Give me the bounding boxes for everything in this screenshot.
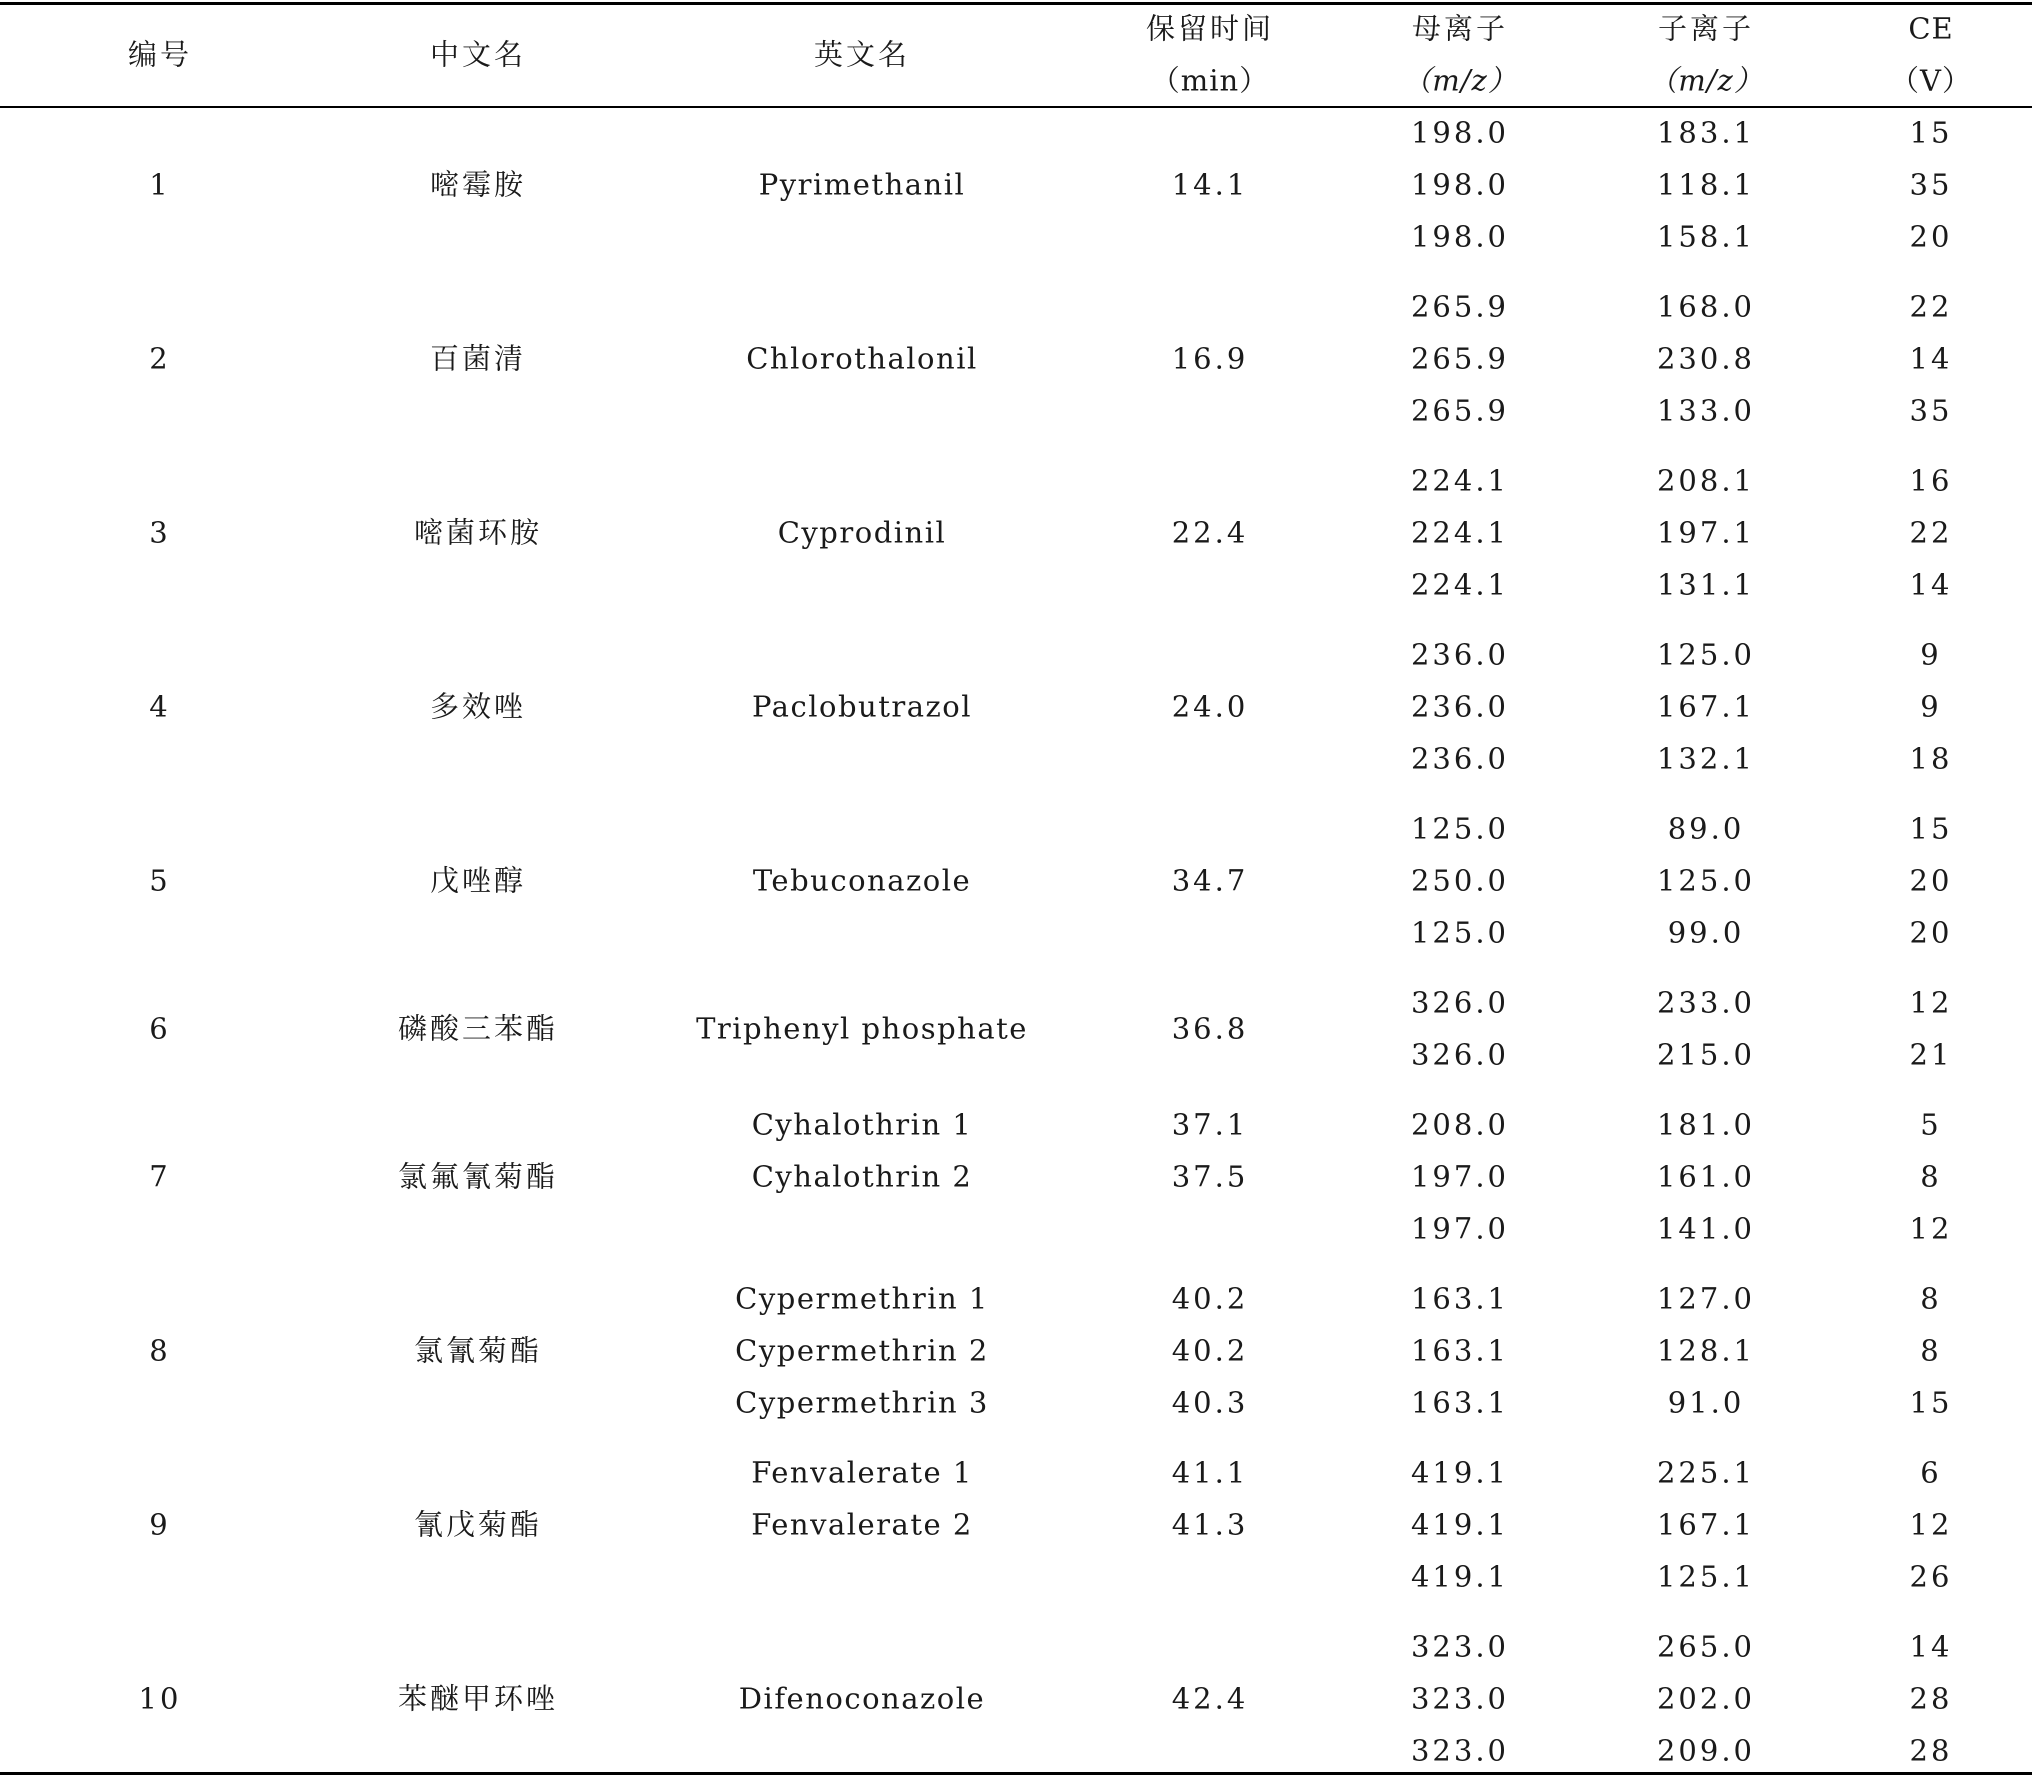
- parent-ion-mz: 323.0: [1410, 1629, 1510, 1664]
- retention-time: 40.2: [1171, 1333, 1249, 1368]
- parent-ion-mz: 197.0: [1410, 1159, 1510, 1194]
- header-product-ion-unit: （m/z）: [1648, 63, 1764, 98]
- parent-ion-mz: 419.1: [1410, 1559, 1510, 1594]
- collision-energy: 26: [1909, 1559, 1953, 1594]
- collision-energy: 12: [1909, 1507, 1953, 1542]
- header-product-ion: 子离子: [1657, 11, 1755, 46]
- compound-english-name: Tebuconazole: [752, 863, 972, 898]
- collision-energy: 14: [1909, 567, 1953, 602]
- parent-ion-mz: 198.0: [1410, 219, 1510, 254]
- parent-ion-mz: 326.0: [1410, 985, 1510, 1020]
- compound-number: 10: [138, 1681, 182, 1716]
- product-ion-mz: 118.1: [1656, 167, 1756, 202]
- retention-time: 22.4: [1171, 515, 1249, 550]
- header-parent-ion-unit: （m/z）: [1402, 63, 1518, 98]
- retention-time: 14.1: [1171, 167, 1249, 202]
- table-top-rule: [0, 2, 2032, 5]
- compound-chinese-name: 氰戊菊酯: [413, 1507, 543, 1542]
- compound-number: 5: [149, 863, 171, 898]
- retention-time: 24.0: [1171, 689, 1249, 724]
- collision-energy: 14: [1909, 1629, 1953, 1664]
- compound-number: 4: [149, 689, 171, 724]
- retention-time: 40.2: [1171, 1281, 1249, 1316]
- parent-ion-mz: 265.9: [1410, 393, 1510, 428]
- compound-english-name: Fenvalerate 2: [751, 1507, 973, 1542]
- product-ion-mz: 202.0: [1656, 1681, 1756, 1716]
- header-parent-ion: 母离子: [1411, 11, 1509, 46]
- table-header-rule: [0, 106, 2032, 108]
- retention-time: 40.3: [1171, 1385, 1249, 1420]
- collision-energy: 15: [1909, 1385, 1953, 1420]
- compound-chinese-name: 多效唑: [429, 689, 527, 724]
- parent-ion-mz: 265.9: [1410, 341, 1510, 376]
- parent-ion-mz: 125.0: [1410, 915, 1510, 950]
- product-ion-mz: 167.1: [1656, 689, 1756, 724]
- product-ion-mz: 209.0: [1656, 1733, 1756, 1768]
- retention-time: 41.1: [1171, 1455, 1249, 1490]
- compound-chinese-name: 嘧霉胺: [429, 167, 527, 202]
- product-ion-mz: 161.0: [1656, 1159, 1756, 1194]
- collision-energy: 22: [1909, 289, 1953, 324]
- collision-energy: 20: [1909, 219, 1953, 254]
- header-cn-name: 中文名: [429, 37, 527, 72]
- header-no: 编号: [127, 37, 193, 72]
- compound-number: 1: [149, 167, 171, 202]
- product-ion-mz: 132.1: [1656, 741, 1756, 776]
- product-ion-mz: 127.0: [1656, 1281, 1756, 1316]
- table-bottom-rule: [0, 1772, 2032, 1775]
- collision-energy: 9: [1920, 689, 1942, 724]
- collision-energy: 35: [1909, 167, 1953, 202]
- header-en-name: 英文名: [813, 37, 911, 72]
- compound-number: 7: [149, 1159, 171, 1194]
- retention-time: 34.7: [1171, 863, 1249, 898]
- retention-time: 36.8: [1171, 1011, 1249, 1046]
- product-ion-mz: 208.1: [1656, 463, 1756, 498]
- parent-ion-mz: 419.1: [1410, 1455, 1510, 1490]
- product-ion-mz: 197.1: [1656, 515, 1756, 550]
- compound-chinese-name: 戊唑醇: [429, 863, 527, 898]
- product-ion-mz: 215.0: [1656, 1037, 1756, 1072]
- product-ion-mz: 125.1: [1656, 1559, 1756, 1594]
- compound-english-name: Cyhalothrin 1: [751, 1107, 973, 1142]
- parent-ion-mz: 250.0: [1410, 863, 1510, 898]
- parent-ion-mz: 224.1: [1410, 515, 1510, 550]
- product-ion-mz: 125.0: [1656, 637, 1756, 672]
- compound-number: 8: [149, 1333, 171, 1368]
- compound-english-name: Paclobutrazol: [751, 689, 973, 724]
- parent-ion-mz: 198.0: [1410, 115, 1510, 150]
- product-ion-mz: 131.1: [1656, 567, 1756, 602]
- product-ion-mz: 133.0: [1656, 393, 1756, 428]
- collision-energy: 8: [1920, 1159, 1942, 1194]
- collision-energy: 8: [1920, 1281, 1942, 1316]
- product-ion-mz: 225.1: [1656, 1455, 1756, 1490]
- collision-energy: 28: [1909, 1733, 1953, 1768]
- parent-ion-mz: 224.1: [1410, 463, 1510, 498]
- compound-english-name: Pyrimethanil: [758, 167, 966, 202]
- compound-english-name: Cypermethrin 3: [735, 1385, 989, 1420]
- product-ion-mz: 167.1: [1656, 1507, 1756, 1542]
- compound-english-name: Cyhalothrin 2: [751, 1159, 973, 1194]
- parent-ion-mz: 208.0: [1410, 1107, 1510, 1142]
- product-ion-mz: 141.0: [1656, 1211, 1756, 1246]
- product-ion-mz: 168.0: [1656, 289, 1756, 324]
- parent-ion-mz: 163.1: [1410, 1281, 1510, 1316]
- header-rt-unit: （min）: [1150, 63, 1270, 98]
- compound-english-name: Fenvalerate 1: [751, 1455, 973, 1490]
- compound-number: 9: [149, 1507, 171, 1542]
- retention-time: 16.9: [1171, 341, 1249, 376]
- product-ion-mz: 183.1: [1656, 115, 1756, 150]
- parent-ion-mz: 236.0: [1410, 637, 1510, 672]
- product-ion-mz: 233.0: [1656, 985, 1756, 1020]
- collision-energy: 18: [1909, 741, 1953, 776]
- collision-energy: 35: [1909, 393, 1953, 428]
- collision-energy: 22: [1909, 515, 1953, 550]
- compound-chinese-name: 苯醚甲环唑: [397, 1681, 559, 1716]
- parent-ion-mz: 224.1: [1410, 567, 1510, 602]
- product-ion-mz: 89.0: [1667, 811, 1745, 846]
- compound-number: 2: [149, 341, 171, 376]
- header-rt: 保留时间: [1145, 11, 1275, 46]
- collision-energy: 12: [1909, 1211, 1953, 1246]
- collision-energy: 6: [1920, 1455, 1942, 1490]
- compound-chinese-name: 磷酸三苯酯: [397, 1011, 559, 1046]
- compound-english-name: Difenoconazole: [738, 1681, 986, 1716]
- parent-ion-mz: 198.0: [1410, 167, 1510, 202]
- compound-english-name: Cypermethrin 1: [735, 1281, 989, 1316]
- retention-time: 42.4: [1171, 1681, 1249, 1716]
- parent-ion-mz: 163.1: [1410, 1333, 1510, 1368]
- product-ion-mz: 181.0: [1656, 1107, 1756, 1142]
- collision-energy: 9: [1920, 637, 1942, 672]
- collision-energy: 16: [1909, 463, 1953, 498]
- parent-ion-mz: 419.1: [1410, 1507, 1510, 1542]
- compound-chinese-name: 氯氰菊酯: [413, 1333, 543, 1368]
- compound-chinese-name: 氯氟氰菊酯: [397, 1159, 559, 1194]
- product-ion-mz: 125.0: [1656, 863, 1756, 898]
- header-ce: CE: [1908, 11, 1954, 46]
- product-ion-mz: 128.1: [1656, 1333, 1756, 1368]
- compound-chinese-name: 嘧菌环胺: [413, 515, 543, 550]
- parent-ion-mz: 125.0: [1410, 811, 1510, 846]
- parent-ion-mz: 163.1: [1410, 1385, 1510, 1420]
- compound-number: 3: [149, 515, 171, 550]
- product-ion-mz: 230.8: [1656, 341, 1756, 376]
- parent-ion-mz: 265.9: [1410, 289, 1510, 324]
- product-ion-mz: 158.1: [1656, 219, 1756, 254]
- compound-english-name: Cypermethrin 2: [735, 1333, 989, 1368]
- parent-ion-mz: 236.0: [1410, 689, 1510, 724]
- compound-chinese-name: 百菌清: [429, 341, 527, 376]
- collision-energy: 20: [1909, 863, 1953, 898]
- collision-energy: 12: [1909, 985, 1953, 1020]
- product-ion-mz: 91.0: [1667, 1385, 1745, 1420]
- retention-time: 37.5: [1171, 1159, 1249, 1194]
- compound-english-name: Cyprodinil: [777, 515, 947, 550]
- parent-ion-mz: 323.0: [1410, 1733, 1510, 1768]
- parent-ion-mz: 197.0: [1410, 1211, 1510, 1246]
- collision-energy: 8: [1920, 1333, 1942, 1368]
- parent-ion-mz: 323.0: [1410, 1681, 1510, 1716]
- collision-energy: 21: [1909, 1037, 1953, 1072]
- compound-english-name: Chlorothalonil: [746, 341, 978, 376]
- retention-time: 41.3: [1171, 1507, 1249, 1542]
- parent-ion-mz: 236.0: [1410, 741, 1510, 776]
- compound-number: 6: [149, 1011, 171, 1046]
- product-ion-mz: 265.0: [1656, 1629, 1756, 1664]
- collision-energy: 28: [1909, 1681, 1953, 1716]
- collision-energy: 14: [1909, 341, 1953, 376]
- parent-ion-mz: 326.0: [1410, 1037, 1510, 1072]
- collision-energy: 5: [1920, 1107, 1942, 1142]
- header-ce-unit: （V）: [1890, 63, 1972, 98]
- collision-energy: 15: [1909, 811, 1953, 846]
- collision-energy: 15: [1909, 115, 1953, 150]
- compound-english-name: Triphenyl phosphate: [696, 1011, 1028, 1046]
- collision-energy: 20: [1909, 915, 1953, 950]
- retention-time: 37.1: [1171, 1107, 1249, 1142]
- product-ion-mz: 99.0: [1667, 915, 1745, 950]
